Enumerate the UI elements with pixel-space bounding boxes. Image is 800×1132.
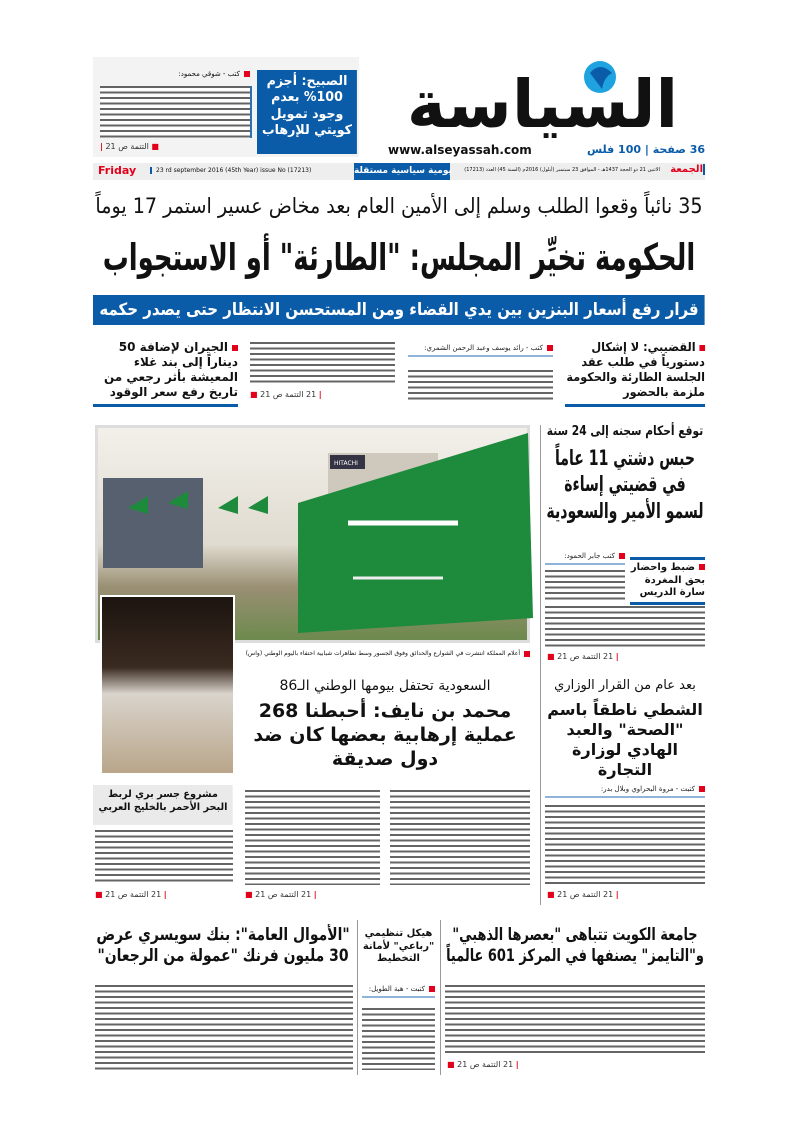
row1-continuation[interactable]: | 21 التتمة ص 21 ■ xyxy=(250,390,322,399)
univ-headline[interactable]: جامعة الكويت تتباهى "بعصرها الذهبي" و"التايمز" يصنفها في المركز 601 عالمياً xyxy=(446,925,704,967)
plan-headline[interactable]: هيكل تنظيمي "رباعي" لأمانة التخطيط xyxy=(362,928,435,964)
story-sara[interactable]: ضبط واحضار بحق المغردة سارة الدريس xyxy=(630,557,705,605)
logo-text: السياسة xyxy=(406,66,679,143)
tagline: يومية سياسية مستقلة xyxy=(354,163,450,180)
lead-headline[interactable]: الحكومة تخيِّر المجلس: "الطارئة" أو الاستجواب xyxy=(102,236,696,279)
shatti-body-text xyxy=(545,805,705,885)
teaser-byline xyxy=(100,70,250,78)
day-en: Friday xyxy=(98,164,137,177)
univ-body-text xyxy=(445,985,705,1055)
row1-body-text-right xyxy=(408,370,553,400)
funds-body-text xyxy=(95,985,353,1070)
lead-kicker: 35 نائباً وقعوا الطلب وسلم إلى الأمين العام بعد مخاض عسير استمر 17 يوماً xyxy=(95,194,703,218)
teaser-byline-text: كتب - شوقي محمود: xyxy=(178,70,240,78)
shatti-headline[interactable]: الشطي ناطقاً باسم "الصحة" والعبد الهادي لوزارة التجارة xyxy=(547,700,703,779)
photo-sign: HITACHI xyxy=(334,460,358,467)
teaser-body-text xyxy=(100,86,252,138)
plan-byline: كتبت - هبة الطويل: xyxy=(362,985,435,998)
day-ar: الجمعة xyxy=(665,164,705,175)
dashti-body-text-2 xyxy=(545,606,705,648)
teaser-continuation[interactable]: ■ التتمة ص 21 | xyxy=(100,142,159,151)
bridge-headline[interactable]: مشروع جسر بري لربط البحر الأحمر بالخليج العربي xyxy=(93,785,233,825)
saudi-kicker: السعودية تحتفل بيومها الوطني الـ86 xyxy=(279,678,491,694)
funds-headline[interactable]: "الأموال العامة": بنك سويسري عرض 30 مليون فرنك "عمولة من الرجعان" xyxy=(96,925,350,967)
pages-price: 36 صفحة | 100 فلس xyxy=(586,143,705,156)
shatti-kicker: بعد عام من القرار الوزاري xyxy=(554,678,696,693)
shatti-byline: كتبت - مروة البحراوي وبلال بدر: xyxy=(545,785,705,798)
saudi-continuation[interactable]: | 21 التتمة ص 21 ■ xyxy=(245,890,317,899)
row1-body-text-left xyxy=(250,342,395,384)
photo-caption: أعلام المملكة انتشرت في الشوارع والحدائق وفوق الجسور وسط تظاهرات شبابية احتفاء باليوم الوطني (واس) xyxy=(240,650,530,657)
dashti-continuation[interactable]: | 21 التتمة ص 21 ■ xyxy=(547,652,619,661)
saudi-body-text-a xyxy=(245,790,380,885)
plan-body-text xyxy=(362,1008,435,1070)
saudi-headline[interactable]: محمد بن نايف: أحبطنا 268 عملية إرهابية بعضها كان ضد دول صديقة xyxy=(253,700,517,770)
teaser-headline[interactable]: الصبيح: أجزم 100% بعدم وجود تمويل كويتي للإرهاب xyxy=(257,70,357,154)
shatti-continuation[interactable]: | 21 التتمة ص 21 ■ xyxy=(547,890,619,899)
bridge-continuation[interactable]: | 21 التتمة ص 21 ■ xyxy=(95,890,167,899)
masthead-logo xyxy=(380,55,705,145)
celebration-inset-photo xyxy=(100,595,235,775)
univ-continuation[interactable]: | 21 التتمة ص 21 ■ xyxy=(447,1060,519,1069)
dashti-headline[interactable]: حبس دشتي 11 عاماً في قضيتي إساءة لسمو الأمير والسعودية xyxy=(546,446,704,523)
dashti-body-text xyxy=(545,570,625,600)
bridge-body-text xyxy=(95,830,233,885)
dashti-kicker: توقع أحكام سجنه إلى 24 سنة xyxy=(546,424,704,439)
date-en: 23 rd september 2016 (45th Year) issue No (17213) xyxy=(150,167,311,174)
lead-banner[interactable]: قرار رفع أسعار البنزين بين يدي القضاء ومن المستحسن الانتظار حتى يصدر حكمه xyxy=(93,295,705,325)
date-ar: الاثنين 21 ذو الحجة 1437هـ - الموافق 23 سبتمبر (أيلول) 2016م (السنة 45) العدد (17213) xyxy=(464,167,660,173)
saudi-body-text-b xyxy=(390,790,530,885)
row1-byline: كتب - رائد يوسف وعبد الرحمن الشمري: xyxy=(408,344,553,357)
story-jeeran[interactable]: الجيران لإضافة 50 ديناراً إلى بند غلاء المعيشة بأثر رجعي من تاريخ رفع سعر الوقود xyxy=(93,340,238,407)
column-divider xyxy=(540,425,541,905)
site-url[interactable]: www.alseyassah.com xyxy=(388,143,532,157)
bottom-divider-2 xyxy=(357,920,358,1075)
dashti-byline: كتب جابر الحمود: xyxy=(545,552,625,565)
bottom-divider-1 xyxy=(440,920,441,1075)
story-qudaibi[interactable]: القضيبي: لا إشكال دستورياً في طلب عقد الجلسة الطارئة والحكومة ملزمة بالحضور xyxy=(565,340,705,407)
